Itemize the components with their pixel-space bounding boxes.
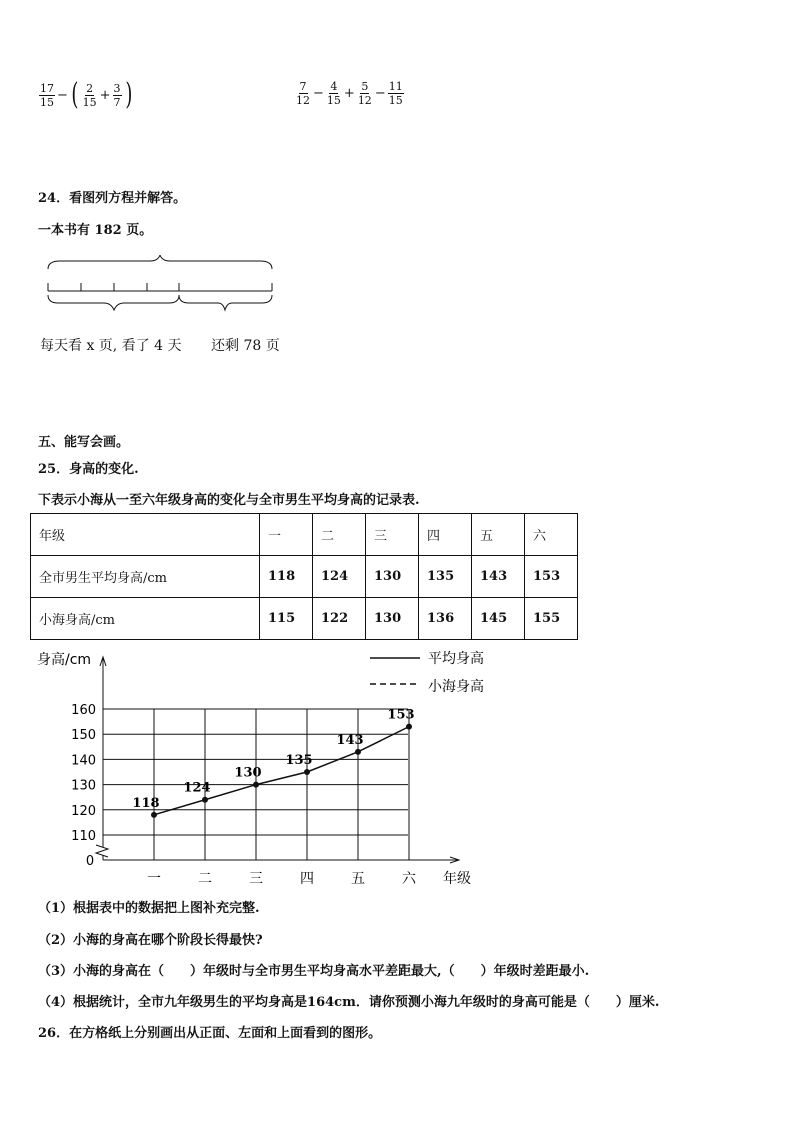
table-header-cell: 二 [313, 514, 366, 556]
x-tick-label: 四 [300, 871, 314, 887]
fraction: $\frac{2}{15}$ [82, 81, 97, 109]
table-cell: 130 [366, 556, 419, 598]
table-cell: 118 [260, 556, 313, 598]
right-paren: ) [124, 77, 132, 112]
q25-intro: 下表示小海从一至六年级身高的变化与全市男生平均身高的记录表. [38, 493, 420, 508]
data-point [202, 797, 208, 803]
table-cell: 153 [525, 556, 578, 598]
left-paren: ( [71, 77, 79, 112]
table-header-cell: 五 [472, 514, 525, 556]
table-cell: 130 [366, 598, 419, 640]
q25-question-3: （3）小海的身高在（ ）年级时与全市男生平均身高水平差距最大,（ ）年级时差距最小. [38, 964, 590, 979]
table-cell: 136 [419, 598, 472, 640]
fraction: $\frac{3}{7}$ [113, 81, 121, 109]
section-five-title: 五、能写会画。 [38, 435, 130, 450]
table-header-cell: 年级 [31, 514, 260, 556]
table-cell: 135 [419, 556, 472, 598]
bottom-brace-left [48, 295, 179, 310]
row-label: 小海身高/cm [31, 598, 260, 640]
expression-2 [294, 80, 405, 107]
fraction: $\frac{17}{15}$ [40, 81, 54, 109]
x-tick-label: 六 [402, 871, 416, 887]
data-point [253, 782, 259, 788]
axis-break [96, 845, 108, 857]
average-height-line [154, 727, 409, 815]
table-header-cell: 三 [366, 514, 419, 556]
table-cell: 145 [472, 598, 525, 640]
data-label: 124 [183, 780, 211, 796]
data-point [355, 749, 361, 755]
data-point [406, 724, 412, 730]
x-tick-label: 一 [147, 871, 161, 887]
top-brace [48, 255, 272, 269]
y-tick-label: 110 [71, 829, 96, 844]
y-tick-label: 130 [71, 778, 96, 794]
y-axis-label: 身高/cm [37, 652, 92, 668]
table-row [31, 598, 578, 640]
x-axis-label: 年级 [443, 871, 471, 887]
operator: − [313, 86, 324, 101]
q24-book-statement: 一本书有 182 页。 [38, 223, 153, 238]
operator: − [57, 87, 68, 103]
y-tick-label: 120 [71, 803, 96, 819]
data-label: 130 [234, 765, 262, 781]
table-cell: 155 [525, 598, 578, 640]
expression-1 [38, 77, 134, 112]
y-tick-label: 150 [71, 728, 96, 744]
q24-title: 24．看图列方程并解答。 [38, 191, 187, 206]
table-cell: 143 [472, 556, 525, 598]
fraction: $\frac{4}{15}$ [326, 80, 341, 107]
data-label: 118 [132, 795, 160, 811]
q25-title: 25．身高的变化. [38, 462, 139, 477]
bottom-brace-right [179, 295, 272, 310]
data-label: 135 [285, 753, 313, 768]
table-header-cell: 四 [419, 514, 472, 556]
label-pages-left: 还剩 78 页 [211, 338, 280, 354]
legend-label-xiaohai: 小海身高 [428, 679, 484, 695]
table-cell: 122 [313, 598, 366, 640]
fraction: $\frac{5}{12}$ [357, 80, 372, 107]
table-header-row [31, 514, 578, 556]
table-cell: 124 [313, 556, 366, 598]
operator: + [343, 86, 355, 101]
height-line-chart [0, 640, 520, 890]
data-point [151, 812, 157, 818]
fraction: $\frac{7}{12}$ [296, 80, 310, 107]
x-tick-label: 五 [351, 871, 365, 887]
x-tick-label: 二 [198, 871, 212, 887]
y-tick-label: 160 [71, 703, 96, 718]
x-tick-label: 三 [249, 871, 263, 887]
data-point [304, 769, 310, 775]
legend-label-average: 平均身高 [428, 651, 484, 667]
q25-question-4: （4）根据统计，全市九年级男生的平均身高是164cm．请你预测小海九年级时的身高可能是（ ）厘米. [38, 995, 660, 1010]
row-label: 全市男生平均身高/cm [31, 556, 260, 598]
q25-question-2: （2）小海的身高在哪个阶段长得最快? [38, 933, 263, 948]
operator: − [374, 86, 386, 101]
fraction: $\frac{11}{15}$ [388, 80, 403, 107]
segment-diagram [40, 255, 280, 315]
height-record-table [30, 513, 578, 640]
data-label: 143 [336, 732, 364, 748]
q26-title: 26．在方格纸上分别画出从正面、左面和上面看到的图形。 [38, 1026, 382, 1041]
y-tick-label: 0 [85, 854, 95, 869]
table-header-cell: 一 [260, 514, 313, 556]
table-header-cell: 六 [525, 514, 578, 556]
table-row [31, 556, 578, 598]
q25-question-1: （1）根据表中的数据把上图补充完整. [38, 901, 260, 916]
label-days-read: 每天看 x 页, 看了 4 天 [40, 338, 182, 354]
y-tick-label: 140 [71, 753, 96, 769]
table-cell: 115 [260, 598, 313, 640]
operator: + [99, 87, 111, 103]
data-label: 153 [387, 707, 415, 723]
